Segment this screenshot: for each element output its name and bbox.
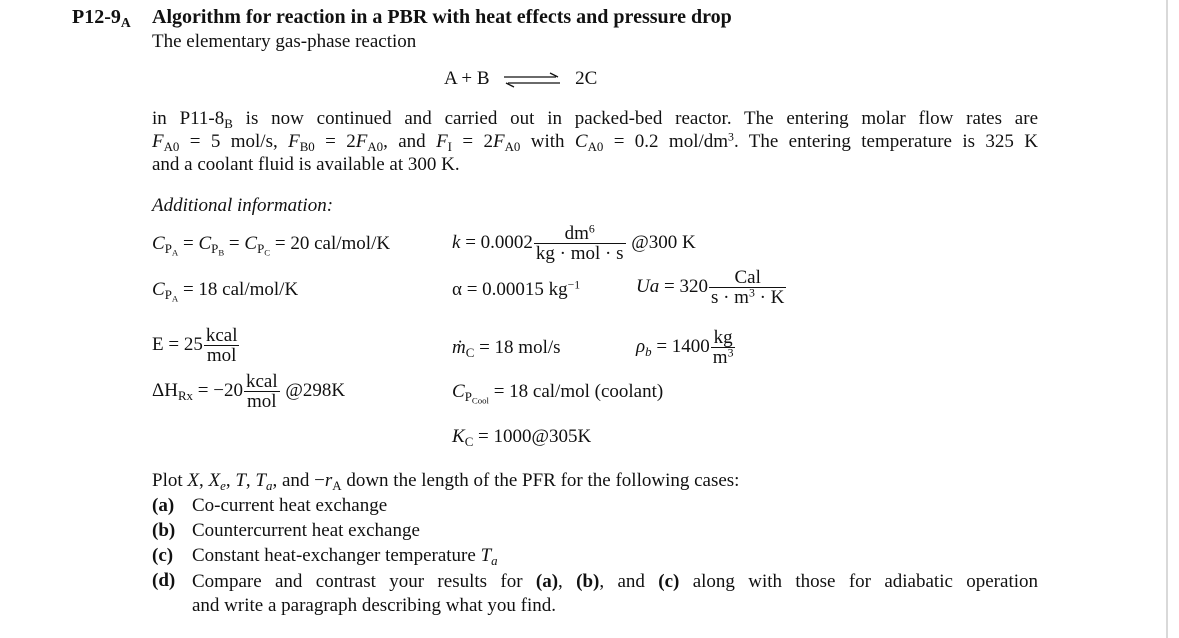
coolant-flow: ṁ$_C$ = 18 mol/s (452, 337, 561, 360)
activation-energy: E = 25 $\frac{\text{kcal}}{\text{mol}}$ (152, 325, 238, 367)
cp-equality: $C_{P_A} = C_{P_B} = C_{P_C} = 20$ cal/mol/K (152, 233, 391, 258)
problem-title: Algorithm for reaction in a PBR with heat effects and pressure drop (152, 6, 732, 28)
problem-number: $P12-9_A$ (72, 6, 131, 31)
additional-info-heading: Additional information: (152, 195, 334, 216)
problem-intro: The elementary gas-phase reaction (152, 31, 417, 52)
reaction-lhs: A + B (444, 68, 490, 89)
cp-a-value: $C_{P_A} = 18$ cal/mol/K (152, 279, 299, 304)
statement-line-3: and a coolant fluid is available at 300 K. (152, 154, 460, 175)
reaction-equation (444, 68, 597, 90)
heat-transfer-ua: Ua = 320 $\frac{\text{Cal}}{s \cdot m^3 \cdot K}$ (636, 267, 785, 309)
statement-line-2: $F_{A0} = 5$ mol/s, $F_{B0} = 2F_{A0}$, and $F_I = 2F_{A0}$ with $C_{A0} = 0.2$ mol/$dm^3$. The entering temperature is 325 K (152, 130, 1038, 154)
task-b: (b) Countercurrent heat exchange (152, 520, 420, 541)
pressure-drop-alpha: α = 0.00015 $kg^{-1}$ (452, 278, 581, 300)
reaction-rhs: 2C (575, 68, 598, 89)
heat-of-reaction: $\Delta H_{Rx} = -20$ $\frac{\text{kcal}}{\text{mol}}$ @298K (152, 371, 346, 413)
task-d-line-1: Compare and contrast your results for (a), (b), and (c) along with those for adiabatic operation (192, 571, 1039, 592)
equilibrium-constant: $K_C$ = 1000@305K (452, 426, 592, 449)
task-d-line-2: and write a paragraph describing what you find. (192, 595, 557, 616)
task-d: (d) Compare and contrast your results for (a), (b), and (c) along with those for adiabatic operation and write a paragraph describing what you find. (152, 570, 1039, 616)
tasks-intro: Plot X, $X_e$, T, $T_a$, and $-r_A$ down the length of the PFR for the following cases: (152, 470, 740, 493)
page-edge-rule (1166, 0, 1168, 638)
statement-line-1: in $P11-8_B$ is now continued and carried out in packed-bed reactor. The entering molar flow rates are (152, 108, 1038, 131)
rate-constant: k = 0.0002 $\frac{dm^6}{\text{kg · mol · s}}$ @300 K (452, 222, 696, 265)
task-a: (a) Co-current heat exchange (152, 495, 388, 516)
equilibrium-arrow-icon (502, 72, 562, 88)
coolant-heat-capacity: $C_{P_{Cool}} = 18$ cal/mol (coolant) (452, 381, 664, 406)
bulk-density: $\rho_b = 1400$ $\frac{kg}{m^3}$ (636, 327, 734, 369)
problem-statement (152, 107, 1038, 176)
task-c: (c) Constant heat-exchanger temperature $T_a$ (152, 545, 498, 568)
